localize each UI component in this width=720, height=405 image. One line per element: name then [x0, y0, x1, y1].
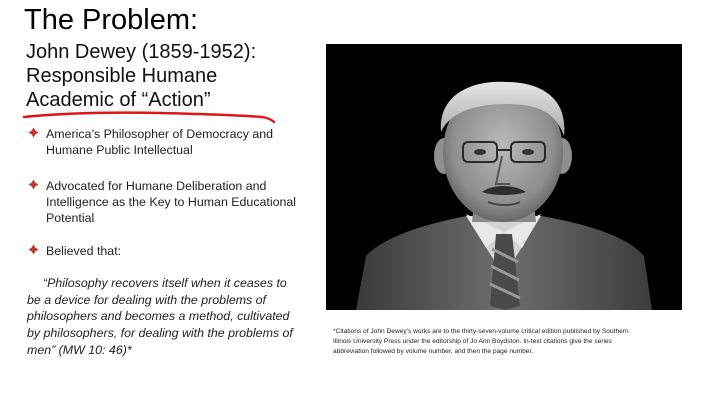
diamond-bullet-icon: [28, 127, 39, 138]
footnote-line: Illinois University Press under the editorship of Jo Ann Boydston. In-text citations give the series: [333, 338, 612, 345]
quote-line: men” (MW 10: 46)*: [27, 342, 132, 357]
portrait-photo: [326, 44, 682, 310]
bullet-text-line: Potential: [46, 211, 95, 225]
bullet-item: [28, 126, 346, 158]
bullet-item: [28, 243, 346, 259]
quote-line: “Philosophy recovers itself when it ceases to: [43, 276, 287, 290]
citation-footnote: [333, 327, 693, 357]
bullet-text-line: Intelligence as the Key to Human Educational: [46, 195, 297, 209]
quote-line: philosophers and becomes a method, cultivated: [27, 309, 290, 324]
bullet-text-line: America’s Philosopher of Democracy and: [46, 127, 274, 141]
slide-title: The Problem:: [24, 4, 199, 36]
diamond-bullet-icon: [28, 244, 39, 255]
subtitle-line: John Dewey (1859-1952):: [26, 41, 257, 63]
bullet-text-line: Advocated for Humane Deliberation and: [46, 179, 267, 193]
diamond-bullet-icon: [28, 179, 39, 190]
subtitle-line: Academic of “Action”: [26, 89, 211, 111]
quote-line: be a device for dealing with the problems of: [27, 292, 267, 307]
portrait-illustration: [326, 44, 682, 310]
bullet-item: [28, 178, 346, 226]
subtitle-line: Responsible Humane: [26, 65, 218, 87]
bullet-text-line: Believed that:: [46, 244, 122, 258]
bullet-text-line: Humane Public Intellectual: [46, 143, 193, 157]
footnote-line: *Citations of John Dewey’s works are to the thirty-seven-volume critical edition published by Southern: [333, 328, 629, 335]
slide-subtitle: [26, 40, 256, 112]
quote-line: by philosophers, for dealing with the problems of: [27, 326, 293, 341]
dewey-quote: [27, 275, 317, 359]
red-underline-annotation: [22, 108, 278, 124]
footnote-line: abbreviation followed by volume number, and then the page number.: [333, 348, 534, 355]
